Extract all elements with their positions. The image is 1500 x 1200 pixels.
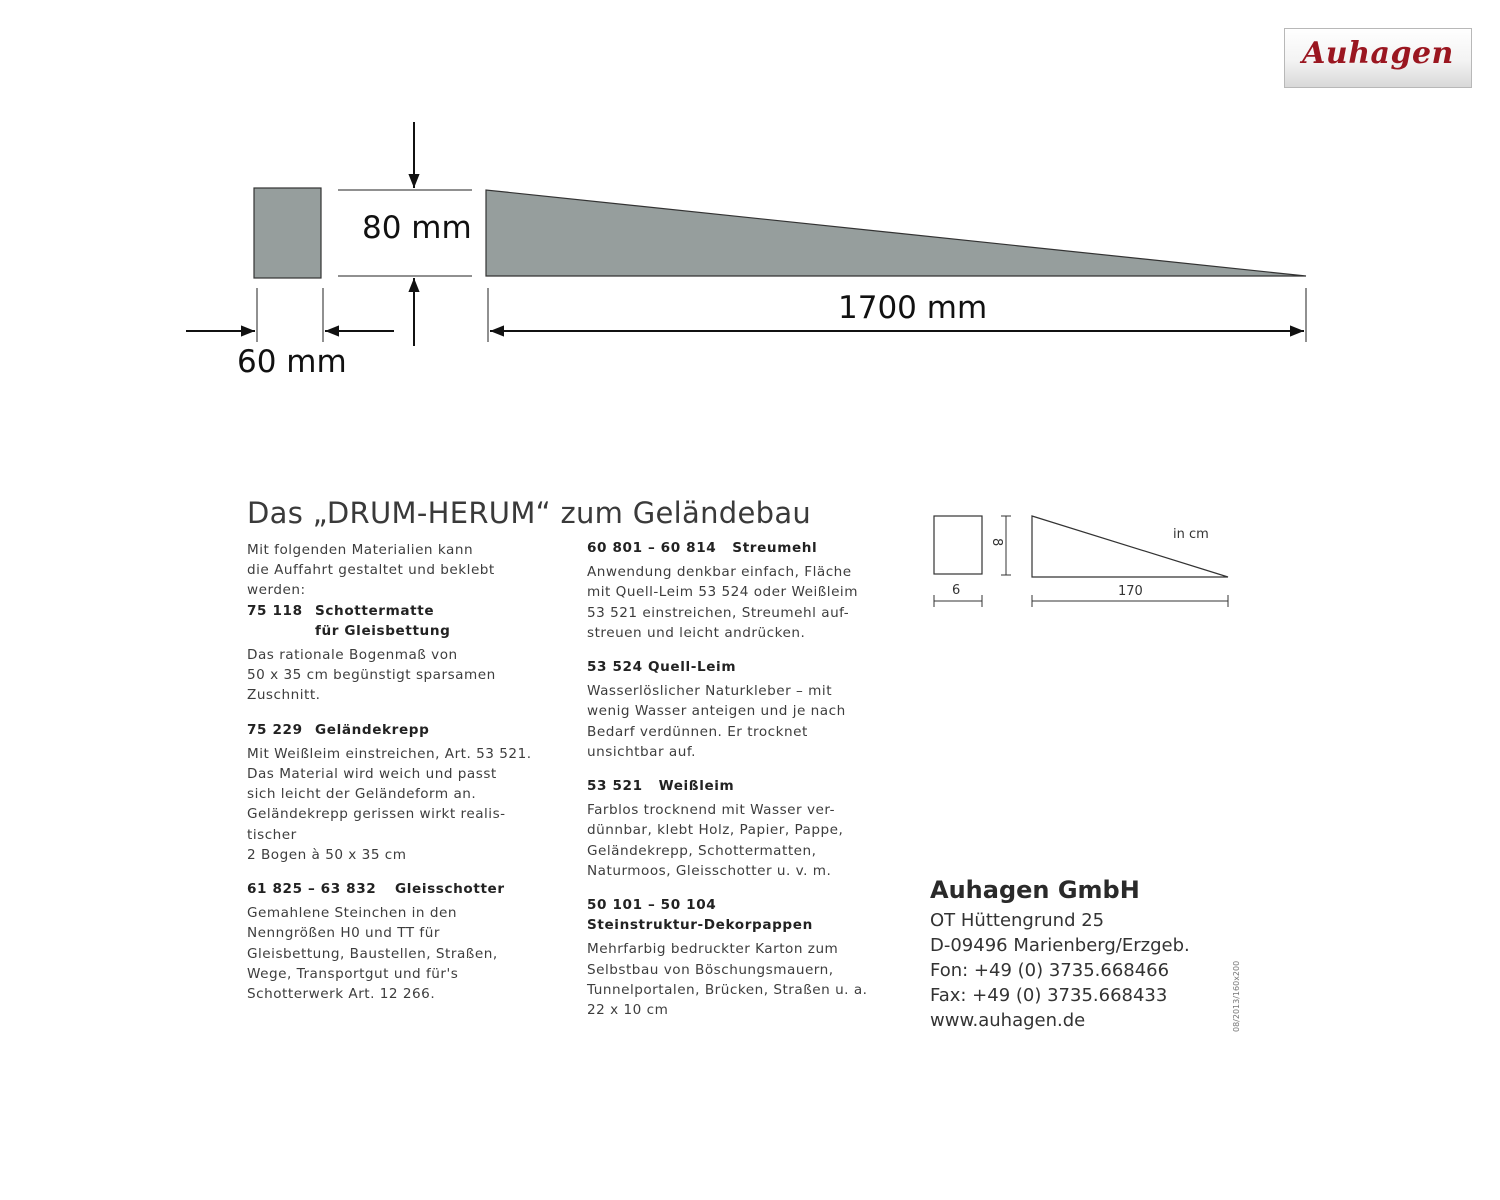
section-heading: 53 521 Weißleim bbox=[587, 778, 735, 795]
small-length-label: 170 bbox=[1118, 584, 1143, 599]
ramp-side-view bbox=[486, 190, 1306, 276]
company-phone: Fon: +49 (0) 3735.668466 bbox=[930, 960, 1170, 981]
material-section bbox=[587, 895, 907, 1020]
material-section bbox=[247, 720, 567, 865]
print-code-text: 08/2013/160x200 bbox=[1232, 960, 1241, 1032]
unit-label: in cm bbox=[1173, 527, 1209, 542]
article-name-line2: für Gleisbettung bbox=[315, 622, 451, 639]
section-heading bbox=[247, 720, 567, 740]
materials-column-1 bbox=[247, 540, 567, 1018]
small-height-label: 8 bbox=[989, 538, 1004, 547]
company-website[interactable]: www.auhagen.de bbox=[930, 1010, 1086, 1031]
small-dimension-diagram bbox=[920, 500, 1250, 620]
article-name: Gleisschotter bbox=[395, 881, 505, 898]
print-code bbox=[1232, 942, 1242, 1032]
company-info bbox=[930, 876, 1230, 1033]
material-section bbox=[247, 879, 567, 1004]
material-section bbox=[587, 657, 907, 762]
article-name: Schottermatte bbox=[315, 602, 435, 619]
company-fax: Fax: +49 (0) 3735.668433 bbox=[930, 985, 1168, 1006]
section-text: Farblos trocknend mit Wasser ver- dünnbar, klebt Holz, Papier, Pappe, Geländekrepp, Schottermatten, Naturmoos, Gleisschotter u. v. m. bbox=[587, 802, 844, 879]
article-number: 75 118 bbox=[247, 602, 303, 619]
section-text: Gemahlene Steinchen in den Nenngrößen H0 und TT für Gleisbettung, Baustellen, Straßen, Wege, Transportgut und für's Schotterwerk Art. 12 266. bbox=[247, 905, 498, 1003]
small-side-view bbox=[1032, 516, 1228, 577]
ramp-cross-section bbox=[254, 188, 321, 278]
section-heading bbox=[247, 601, 567, 621]
material-section bbox=[587, 776, 907, 881]
section-heading-line2 bbox=[247, 621, 567, 641]
article-number: 75 229 bbox=[247, 721, 303, 738]
height-label: 80 mm bbox=[362, 210, 472, 246]
material-section bbox=[587, 538, 907, 643]
intro-text: Mit folgenden Materialien kann die Auffahrt gestaltet und beklebt werden: bbox=[247, 542, 495, 599]
width-label: 60 mm bbox=[237, 344, 347, 380]
section-text: Wasserlöslicher Naturkleber – mit wenig Wasser anteigen und je nach Bedarf verdünnen. Er trocknet unsichtbar auf. bbox=[587, 683, 846, 760]
section-heading: 53 524 Quell-Leim bbox=[587, 659, 737, 676]
section-text: Das rationale Bogenmaß von 50 x 35 cm begünstigt sparsamen Zuschnitt. bbox=[247, 647, 496, 704]
article-number: 61 825 – 63 832 bbox=[247, 881, 377, 898]
ramp-dimension-diagram bbox=[0, 0, 1500, 440]
length-label: 1700 mm bbox=[838, 290, 988, 326]
brand-logo-text: Auhagen bbox=[1302, 36, 1454, 71]
materials-column-2 bbox=[587, 538, 907, 1034]
company-city: D-09496 Marienberg/Erzgeb. bbox=[930, 935, 1190, 956]
section-heading: 60 801 – 60 814 Streumehl bbox=[587, 540, 818, 556]
section-heading bbox=[247, 879, 567, 899]
section-heading: 50 101 – 50 104 Steinstruktur-Dekorpappen bbox=[587, 897, 813, 934]
section-text: Mit Weißleim einstreichen, Art. 53 521. Das Material wird weich und passt sich leicht der Geländeform an. Geländekrepp gerissen wirkt realis- tischer 2 Bogen à 50 x 35 cm bbox=[247, 745, 532, 863]
small-cross-section bbox=[934, 516, 982, 574]
company-street: OT Hüttengrund 25 bbox=[930, 910, 1105, 931]
company-name: Auhagen GmbH bbox=[930, 876, 1140, 904]
material-section bbox=[247, 601, 567, 706]
document-title: Das „DRUM-HERUM“ zum Geländebau bbox=[247, 496, 812, 530]
small-width-label: 6 bbox=[952, 583, 961, 598]
section-text: Mehrfarbig bedruckter Karton zum Selbstbau von Böschungsmauern, Tunnelportalen, Brücken, Straßen u. a. 22 x 10 cm bbox=[587, 941, 868, 1019]
section-text: Anwendung denkbar einfach, Fläche mit Quell-Leim 53 524 oder Weißleim 53 521 einstreichen, Streumehl auf- streuen und leicht andrücken. bbox=[587, 564, 858, 641]
article-name: Geländekrepp bbox=[315, 721, 430, 738]
